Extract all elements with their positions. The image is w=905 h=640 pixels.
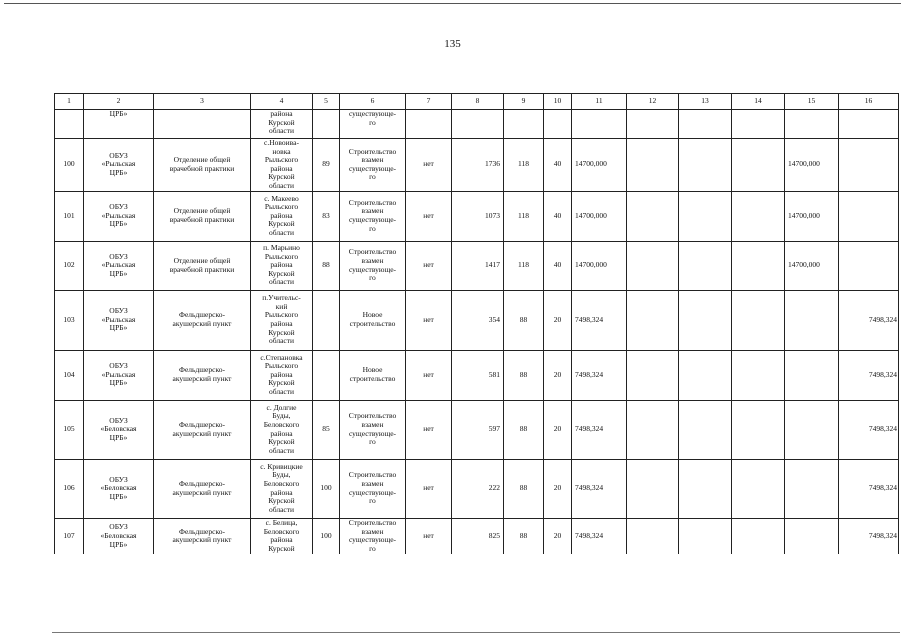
column-number-row [55,94,899,110]
data-table [54,93,899,554]
cell-col14 [732,290,785,350]
cell-location: п.Учительс- кий Рыльского района Курской области [251,290,313,350]
cell-org: ОБУЗ «Рыльская ЦРБ» [84,350,154,400]
cell-location: с. Долгие Буды, Беловского района Курской области [251,400,313,459]
cell-col15 [785,459,839,518]
cell-num: 104 [55,350,84,400]
cell-org: ОБУЗ «Беловская ЦРБ» [84,400,154,459]
cell-col10: 40 [544,241,572,290]
cell-num [55,110,84,139]
cell-col7: нет [406,241,452,290]
cell-col12 [627,518,679,554]
cell-col16 [839,241,899,290]
cell-work: Строительство взамен существующе- го [340,191,406,241]
cell-col5 [313,110,340,139]
cell-num: 105 [55,400,84,459]
cell-work: Новое строительство [340,350,406,400]
cell-col15 [785,290,839,350]
cell-col10: 40 [544,139,572,192]
cell-org: ОБУЗ «Рыльская ЦРБ» [84,241,154,290]
column-header-13: 13 [679,94,732,110]
cell-col14 [732,400,785,459]
cell-col5: 83 [313,191,340,241]
cell-col5: 85 [313,400,340,459]
cell-col11 [572,110,627,139]
cell-col10: 20 [544,400,572,459]
cell-col15 [785,400,839,459]
cell-col7: нет [406,139,452,192]
cell-col16 [839,139,899,192]
cell-col14 [732,350,785,400]
cell-col10: 20 [544,350,572,400]
cell-num: 103 [55,290,84,350]
cell-work: Строительство взамен существующе- го [340,518,406,554]
cell-unit: Фельдшерско- акушерский пункт [154,400,251,459]
cell-col16: 7498,324 [839,350,899,400]
cell-col16 [839,191,899,241]
cell-location: п. Марьино Рыльского района Курской области [251,241,313,290]
cell-col5: 100 [313,518,340,554]
column-header-11: 11 [572,94,627,110]
cell-col5: 100 [313,459,340,518]
cell-col8: 222 [452,459,504,518]
column-header-4: 4 [251,94,313,110]
cell-num: 102 [55,241,84,290]
cell-col15 [785,518,839,554]
cell-col7: нет [406,350,452,400]
cell-num: 100 [55,139,84,192]
cell-col8: 1073 [452,191,504,241]
cell-location: с. Белица, Беловского района Курской [251,518,313,554]
cell-col12 [627,350,679,400]
bottom-border-line [52,632,900,633]
cell-col13 [679,191,732,241]
table-row [55,290,899,350]
cell-col8 [452,110,504,139]
cell-unit: Фельдшерско- акушерский пункт [154,459,251,518]
cell-unit: Фельдшерско- акушерский пункт [154,350,251,400]
cell-col14 [732,241,785,290]
table-row [55,400,899,459]
cell-col9: 118 [504,241,544,290]
cell-unit [154,110,251,139]
cell-col11: 7498,324 [572,459,627,518]
cell-col13 [679,241,732,290]
cell-col8: 354 [452,290,504,350]
cell-col5 [313,290,340,350]
cell-col14 [732,139,785,192]
cell-col11: 14700,000 [572,191,627,241]
cell-location: района Курской области [251,110,313,139]
cell-unit: Фельдшерско- акушерский пункт [154,518,251,554]
column-header-2: 2 [84,94,154,110]
cell-col12 [627,139,679,192]
cell-col9 [504,110,544,139]
cell-col10: 20 [544,518,572,554]
continuation-row [55,110,899,139]
cell-col15: 14700,000 [785,241,839,290]
cell-col9: 88 [504,400,544,459]
cell-col7: нет [406,400,452,459]
cell-col16: 7498,324 [839,400,899,459]
cell-col11: 7498,324 [572,518,627,554]
cell-location: с. Макеево Рыльского района Курской области [251,191,313,241]
cell-col14 [732,191,785,241]
cell-work: Новое строительство [340,290,406,350]
cell-col7: нет [406,290,452,350]
table-row [55,518,899,554]
cell-col9: 118 [504,191,544,241]
cell-col13 [679,290,732,350]
column-header-15: 15 [785,94,839,110]
cell-unit: Отделение общей врачебной практики [154,139,251,192]
cell-org: ОБУЗ «Рыльская ЦРБ» [84,290,154,350]
cell-col9: 118 [504,139,544,192]
cell-col12 [627,290,679,350]
cell-num: 101 [55,191,84,241]
cell-location: с. Кривицкие Буды, Беловского района Курской области [251,459,313,518]
cell-col16: 7498,324 [839,518,899,554]
cell-unit: Отделение общей врачебной практики [154,191,251,241]
cell-col12 [627,459,679,518]
cell-unit: Отделение общей врачебной практики [154,241,251,290]
cell-col5: 89 [313,139,340,192]
cell-org: ОБУЗ «Рыльская ЦРБ» [84,191,154,241]
cell-unit: Фельдшерско- акушерский пункт [154,290,251,350]
cell-col9: 88 [504,350,544,400]
cell-col15 [785,110,839,139]
cell-col10: 20 [544,290,572,350]
cell-col15 [785,350,839,400]
cell-col9: 88 [504,290,544,350]
cell-work: Строительство взамен существующе- го [340,241,406,290]
cell-org: ОБУЗ «Беловская ЦРБ» [84,518,154,554]
cell-work: Строительство взамен существующе- го [340,139,406,192]
cell-col10 [544,110,572,139]
column-header-9: 9 [504,94,544,110]
column-header-5: 5 [313,94,340,110]
cell-col8: 1417 [452,241,504,290]
cell-col16: 7498,324 [839,459,899,518]
cell-num: 106 [55,459,84,518]
column-header-7: 7 [406,94,452,110]
cell-org: ЦРБ» [84,110,154,139]
table-row [55,191,899,241]
cell-col16 [839,110,899,139]
cell-org: ОБУЗ «Рыльская ЦРБ» [84,139,154,192]
column-header-12: 12 [627,94,679,110]
table-row [55,241,899,290]
cell-col11: 7498,324 [572,350,627,400]
column-header-10: 10 [544,94,572,110]
cell-col13 [679,459,732,518]
column-header-16: 16 [839,94,899,110]
cell-org: ОБУЗ «Беловская ЦРБ» [84,459,154,518]
cell-col13 [679,350,732,400]
cell-col8: 825 [452,518,504,554]
column-header-1: 1 [55,94,84,110]
cell-col9: 88 [504,459,544,518]
cell-col12 [627,110,679,139]
cell-col5 [313,350,340,400]
cell-col13 [679,110,732,139]
cell-work: Строительство взамен существующе- го [340,459,406,518]
cell-col12 [627,241,679,290]
table-row [55,350,899,400]
cell-col7: нет [406,459,452,518]
cell-col11: 7498,324 [572,400,627,459]
cell-col12 [627,191,679,241]
cell-location: с.Новоива- новка Рыльского района Курской области [251,139,313,192]
cell-col13 [679,139,732,192]
column-header-14: 14 [732,94,785,110]
cell-col14 [732,518,785,554]
table-row [55,139,899,192]
cell-col8: 1736 [452,139,504,192]
cell-col11: 14700,000 [572,139,627,192]
cell-col13 [679,518,732,554]
cell-work: существующе- го [340,110,406,139]
cell-col16: 7498,324 [839,290,899,350]
page-number: 135 [444,38,461,50]
cell-col7 [406,110,452,139]
cell-col10: 40 [544,191,572,241]
top-border-line [4,3,901,4]
column-header-6: 6 [340,94,406,110]
cell-col7: нет [406,518,452,554]
cell-num: 107 [55,518,84,554]
table-row [55,459,899,518]
cell-col13 [679,400,732,459]
cell-col9: 88 [504,518,544,554]
column-header-8: 8 [452,94,504,110]
cell-col14 [732,459,785,518]
cell-col8: 597 [452,400,504,459]
cell-location: с.Степановка Рыльского района Курской области [251,350,313,400]
column-header-3: 3 [154,94,251,110]
cell-col10: 20 [544,459,572,518]
cell-work: Строительство взамен существующе- го [340,400,406,459]
cell-col12 [627,400,679,459]
cell-col14 [732,110,785,139]
cell-col11: 7498,324 [572,290,627,350]
cell-col8: 581 [452,350,504,400]
cell-col15: 14700,000 [785,191,839,241]
cell-col5: 88 [313,241,340,290]
cell-col11: 14700,000 [572,241,627,290]
cell-col15: 14700,000 [785,139,839,192]
cell-col7: нет [406,191,452,241]
